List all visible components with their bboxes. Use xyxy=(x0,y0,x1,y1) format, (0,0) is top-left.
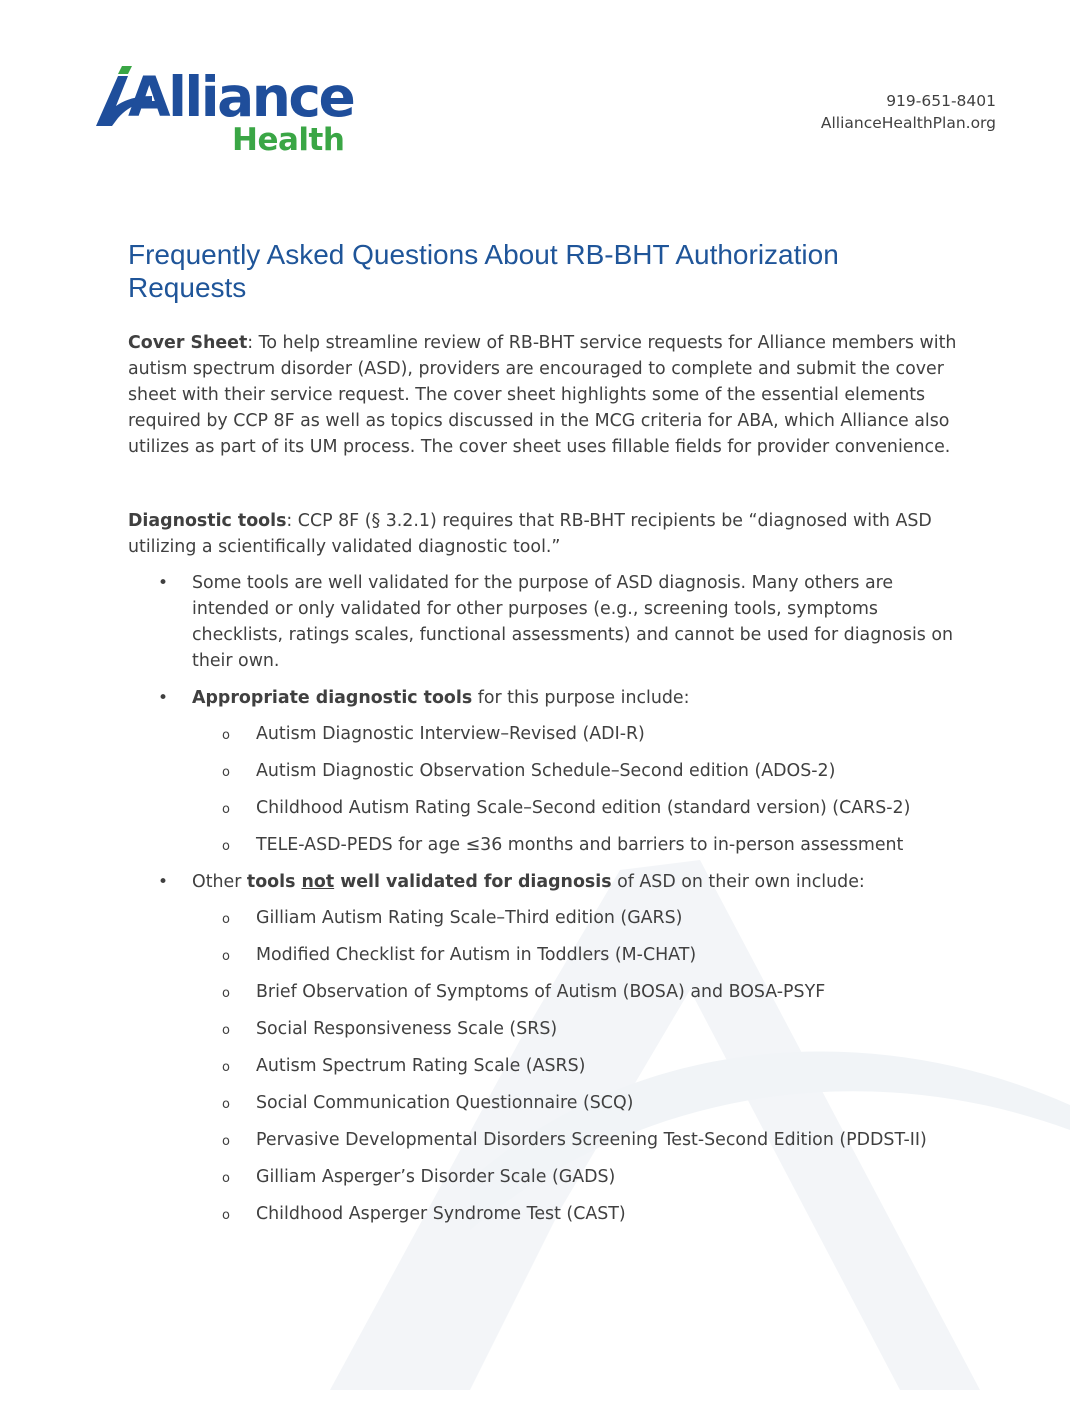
list-item-text: Childhood Autism Rating Scale–Second edition (standard version) (CARS-2) xyxy=(256,798,911,818)
website-link[interactable]: AllianceHealthPlan.org xyxy=(820,114,996,132)
bullet-text: of ASD on their own include: xyxy=(611,872,865,892)
list-item-text: Gilliam Autism Rating Scale–Third edition (GARS) xyxy=(256,908,683,928)
list-item-text: Brief Observation of Symptoms of Autism (BOSA) and BOSA-PSYF xyxy=(256,982,826,1002)
circle-bullet-icon: o xyxy=(222,1023,230,1038)
bullet-icon: • xyxy=(158,688,169,708)
bullet-underline-text: not xyxy=(301,872,335,892)
list-item-text: Gilliam Asperger’s Disorder Scale (GADS) xyxy=(256,1167,616,1187)
list-item xyxy=(192,979,958,1005)
bullet-bold-text: well validated for diagnosis xyxy=(334,872,612,892)
bullet-icon: • xyxy=(158,872,169,892)
appropriate-tools-list xyxy=(192,721,958,858)
list-item-text: Modified Checklist for Autism in Toddlers (M-CHAT) xyxy=(256,945,697,965)
list-item xyxy=(192,721,958,747)
circle-bullet-icon: o xyxy=(222,1097,230,1112)
list-item xyxy=(192,1127,958,1153)
bullet-appropriate-tools xyxy=(128,685,958,858)
bullet-text: for this purpose include: xyxy=(472,688,690,708)
list-item xyxy=(192,1090,958,1116)
list-item-text: Social Communication Questionnaire (SCQ) xyxy=(256,1093,634,1113)
list-item-text: Autism Diagnostic Observation Schedule–Second edition (ADOS-2) xyxy=(256,761,836,781)
list-item xyxy=(192,795,958,821)
circle-bullet-icon: o xyxy=(222,1060,230,1075)
diagnostic-tools-label: Diagnostic tools xyxy=(128,511,287,531)
page-title: Frequently Asked Questions About RB-BHT Authorization Requests xyxy=(128,239,839,303)
alliance-health-logo xyxy=(94,64,354,158)
circle-bullet-icon: o xyxy=(222,1171,230,1186)
list-item-text: Social Responsiveness Scale (SRS) xyxy=(256,1019,558,1039)
list-item xyxy=(192,942,958,968)
list-item xyxy=(192,1201,958,1227)
diagnostic-bullet-list xyxy=(128,570,958,1227)
list-item xyxy=(192,1164,958,1190)
circle-bullet-icon: o xyxy=(222,949,230,964)
list-item-text: Childhood Asperger Syndrome Test (CAST) xyxy=(256,1204,626,1224)
bullet-text: Some tools are well validated for the purpose of ASD diagnosis. Many others are intended or only validated for other purposes (e.g., screening tools, symptoms checklists, ratings scales, functional assessments) and cannot be used for diagnosis on their own. xyxy=(192,573,954,671)
list-item xyxy=(192,832,958,858)
phone-number: 919-651-8401 xyxy=(886,92,996,110)
bullet-other-tools xyxy=(128,869,958,1227)
logo-subtitle: Health xyxy=(232,122,345,158)
logo-wordmark: Alliance xyxy=(128,65,354,129)
cover-sheet-paragraph xyxy=(128,330,958,460)
list-item-text: TELE-ASD-PEDS for age ≤36 months and barriers to in-person assessment xyxy=(256,835,904,855)
document-body xyxy=(128,330,958,1238)
circle-bullet-icon: o xyxy=(222,839,230,854)
cover-sheet-text: : To help streamline review of RB-BHT service requests for Alliance members with autism spectrum disorder (ASD), providers are encouraged to complete and submit the cover sheet with their service request. The cover sheet highlights some of the essential elements required by CCP 8F as well as topics discussed in the MCG criteria for ABA, which Alliance also utilizes as part of its UM process. The cover sheet uses fillable fields for provider convenience. xyxy=(128,333,957,457)
list-item-text: Pervasive Developmental Disorders Screening Test-Second Edition (PDDST-II) xyxy=(256,1130,927,1150)
bullet-bold-text: Appropriate diagnostic tools xyxy=(192,688,473,708)
other-tools-list xyxy=(192,905,958,1227)
list-item-text: Autism Spectrum Rating Scale (ASRS) xyxy=(256,1056,586,1076)
circle-bullet-icon: o xyxy=(222,765,230,780)
circle-bullet-icon: o xyxy=(222,1208,230,1223)
circle-bullet-icon: o xyxy=(222,802,230,817)
list-item-text: Autism Diagnostic Interview–Revised (ADI-R) xyxy=(256,724,645,744)
bullet-validation-note xyxy=(128,570,958,674)
diagnostic-tools-paragraph xyxy=(128,508,958,560)
contact-info xyxy=(821,90,996,134)
list-item xyxy=(192,1016,958,1042)
list-item xyxy=(192,1053,958,1079)
bullet-bold-text: tools xyxy=(246,872,302,892)
bullet-text: Other xyxy=(192,872,247,892)
circle-bullet-icon: o xyxy=(222,1134,230,1149)
circle-bullet-icon: o xyxy=(222,728,230,743)
cover-sheet-label: Cover Sheet xyxy=(128,333,248,353)
list-item xyxy=(192,905,958,931)
list-item xyxy=(192,758,958,784)
bullet-icon: • xyxy=(158,573,169,593)
circle-bullet-icon: o xyxy=(222,912,230,927)
circle-bullet-icon: o xyxy=(222,986,230,1001)
diagnostic-tools-text: : CCP 8F (§ 3.2.1) requires that RB-BHT recipients be “diagnosed with ASD utilizing a scientifically validated diagnostic tool.” xyxy=(128,511,932,557)
